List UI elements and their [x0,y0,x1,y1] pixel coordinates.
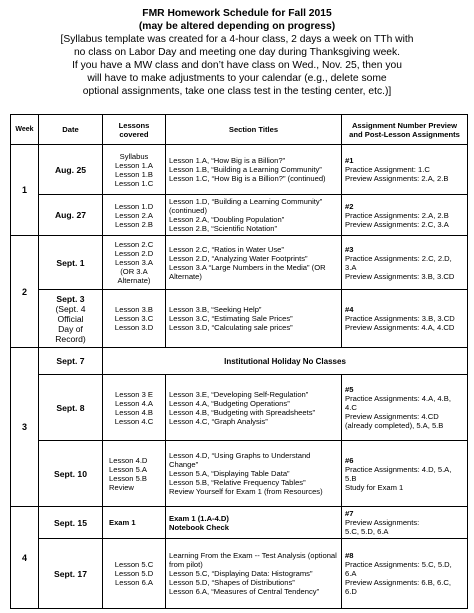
date-cell: Sept. 10 [39,441,103,507]
table-row [11,507,468,539]
table-header-row [11,115,468,145]
page-subtitle: (may be altered depending on progress) [138,21,336,32]
table-row [11,441,468,507]
assignments-cell: #2 Practice Assignments: 2.A, 2.B Preview Assignments: 2.C, 3.A [342,195,468,236]
assignments-cell: #8 Practice Assignments: 5.C, 5.D, 6.A Preview Assignments: 6.B, 6.C, 6.D [342,539,468,609]
note-line: [Syllabus template was created for a 4-hour class, 2 days a week on TTh with [60,34,414,45]
assignments-cell: #4 Practice Assignments: 3.B, 3.CD Preview Assignments: 4.A, 4.CD [342,290,468,348]
section-titles-cell: Lesson 2.C, “Ratios in Water Use” Lesson 2.D, “Analyzing Water Footprints” Lesson 3.A “Large Numbers in the Media” (OR Alternate) [166,236,342,290]
section-titles-cell: Lesson 4.D, “Using Graphs to Understand Change” Lesson 5.A, “Displaying Table Data” Lesson 5.B, “Relative Frequency Tables” Review Yourself for Exam 1 (from Resources) [166,441,342,507]
note-line: If you have a MW class and don’t have class on Wed., Nov. 25, then you [72,60,402,71]
week-cell: 2 [11,236,39,348]
lessons-cell: Syllabus Lesson 1.A Lesson 1.B Lesson 1.C [103,145,166,195]
table-row [11,290,468,348]
note-line: no class on Labor Day and meeting one day during Thanksgiving week. [73,47,401,58]
date-cell: Sept. 7 [39,348,103,375]
section-titles-cell: Lesson 1.D, “Building a Learning Community” (continued) Lesson 2.A, “Doubling Population” Lesson 2.B, “Scientific Notation” [166,195,342,236]
week-cell: 4 [11,507,39,609]
table-row [11,375,468,441]
assignments-cell: #3 Practice Assignments: 2.C, 2.D, 3.A Preview Assignments: 3.B, 3.CD [342,236,468,290]
date-cell: Sept. 1 [39,236,103,290]
date-cell: Sept. 15 [39,507,103,539]
holiday-cell: Institutional Holiday No Classes [103,348,468,375]
table-row [11,539,468,609]
lessons-cell: Exam 1 [103,507,166,539]
assignments-cell: #7 Preview Assignments: 5.C, 5.D, 6.A [342,507,468,539]
date-cell: Sept. 17 [39,539,103,609]
section-titles-cell: Lesson 1.A, “How Big is a Billion?” Lesson 1.B, “Building a Learning Community” Lesson 1.C, “How Big is a Billion?” (continued) [166,145,342,195]
note-line: will have to make adjustments to your calendar (e.g., delete some [87,73,387,84]
section-titles-cell: Learning From the Exam -- Test Analysis (optional from pilot) Lesson 5.C, “Displaying Data: Histograms” Lesson 5.D, “Shapes of Distributions” Lesson 6.A, “Measures of Central Tendency” [166,539,342,609]
week-cell: 1 [11,145,39,236]
assignments-cell: #5 Practice Assignments: 4.A, 4.B, 4.C Preview Assignments: 4.CD (already completed), 5.A, 5.B [342,375,468,441]
table-row [11,348,468,375]
lessons-cell: Lesson 1.D Lesson 2.A Lesson 2.B [103,195,166,236]
column-header-lessons: Lessons covered [103,115,166,145]
date-cell: Sept. 3 (Sept. 4 Official Day of Record) [39,290,103,348]
assignments-cell: #6 Practice Assignments: 4.D, 5.A, 5.B Study for Exam 1 [342,441,468,507]
lessons-cell: Lesson 5.C Lesson 5.D Lesson 6.A [103,539,166,609]
assignments-cell: #1 Practice Assignment: 1.C Preview Assignments: 2.A, 2.B [342,145,468,195]
date-cell: Sept. 8 [39,375,103,441]
column-header-sections: Section Titles [166,115,342,145]
column-header-date: Date [39,115,103,145]
section-titles-cell: Lesson 3.B, “Seeking Help” Lesson 3.C, “Estimating Sale Prices” Lesson 3.D, “Calculating sale prices” [166,290,342,348]
lessons-cell: Lesson 2.C Lesson 2.D Lesson 3.A (OR 3.A Alternate) [103,236,166,290]
note-line: optional assignments, take one class test in the testing center, etc.)] [82,86,392,97]
column-header-week: Week [11,115,39,145]
table-row [11,236,468,290]
date-cell: Aug. 27 [39,195,103,236]
table-row [11,145,468,195]
schedule-table [10,114,468,609]
lessons-cell: Lesson 3.B Lesson 3.C Lesson 3.D [103,290,166,348]
date-cell: Aug. 25 [39,145,103,195]
lessons-cell: Lesson 3 E Lesson 4.A Lesson 4.B Lesson 4.C [103,375,166,441]
section-titles-cell: Exam 1 (1.A-4.D) Notebook Check [166,507,342,539]
lessons-cell: Lesson 4.D Lesson 5.A Lesson 5.B Review [103,441,166,507]
page-title: FMR Homework Schedule for Fall 2015 [142,8,332,19]
section-titles-cell: Lesson 3.E, “Developing Self-Regulation” Lesson 4.A, “Budgeting Operations” Lesson 4.B, “Budgeting with Spreadsheets” Lesson 4.C, “Graph Analysis” [166,375,342,441]
week-cell: 3 [11,348,39,507]
table-row [11,195,468,236]
column-header-assignments: Assignment Number Preview and Post-Lesson Assignments [342,115,468,145]
